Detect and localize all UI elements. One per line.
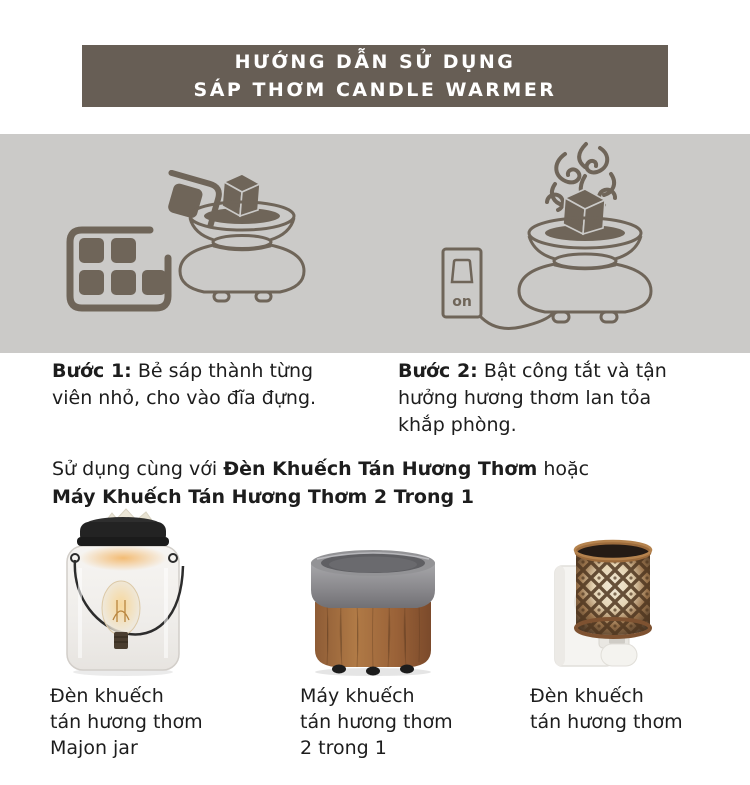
switch-toggle-icon <box>452 260 472 282</box>
lattice-cylinder <box>575 541 651 637</box>
wax-cube-icon <box>222 174 260 216</box>
pewter-bowl <box>311 550 435 608</box>
majon-jar-warmer-image <box>42 508 207 678</box>
wax-tray-and-warmer-illustration <box>64 170 314 340</box>
step-2-label: Bước 2: <box>398 360 478 382</box>
step-1-label: Bước 1: <box>52 360 132 382</box>
two-in-one-warmer-image <box>293 546 453 678</box>
caption-2in1: Máy khuếch tán hương thơm 2 trong 1 <box>300 685 453 759</box>
warmer-on-icon <box>519 189 651 322</box>
product2-name: Máy Khuếch Tán Hương Thơm 2 Trong 1 <box>52 486 474 508</box>
step-1-text: Bước 1: Bẻ sáp thành từng viên nhỏ, cho vào đĩa đựng. <box>52 360 317 409</box>
banner-title-line2: SÁP THƠM CANDLE WARMER <box>193 78 557 101</box>
banner-title-line1: HƯỚNG DẪN SỬ DỤNG <box>234 50 516 73</box>
step-2-text: Bước 2: Bật công tắt và tận hưởng hương thơm lan tỏa khắp phòng. <box>398 360 667 436</box>
wood-base <box>315 602 431 667</box>
switch-on-label: on <box>452 294 472 310</box>
wax-cube-icon <box>563 189 605 234</box>
caption-plugin: Đèn khuếch tán hương thơm <box>530 685 683 733</box>
caption-majon-jar: Đèn khuếch tán hương thơm Majon jar <box>50 685 203 759</box>
power-cord <box>479 313 553 329</box>
usage-note: Sử dụng cùng với Đèn Khuếch Tán Hương Thơm hoặc Máy Khuếch Tán Hương Thơm 2 Trong 1 <box>52 455 712 511</box>
header-banner <box>82 45 668 107</box>
jar-lid <box>77 509 169 546</box>
product1-name: Đèn Khuếch Tán Hương Thơm <box>223 458 538 480</box>
power-switch-illustration <box>443 249 481 317</box>
wax-tray-icon <box>70 173 221 308</box>
switch-and-warmer-illustration <box>435 136 690 348</box>
pluggable-warmer-image <box>543 538 718 674</box>
instruction-panel <box>0 134 750 353</box>
